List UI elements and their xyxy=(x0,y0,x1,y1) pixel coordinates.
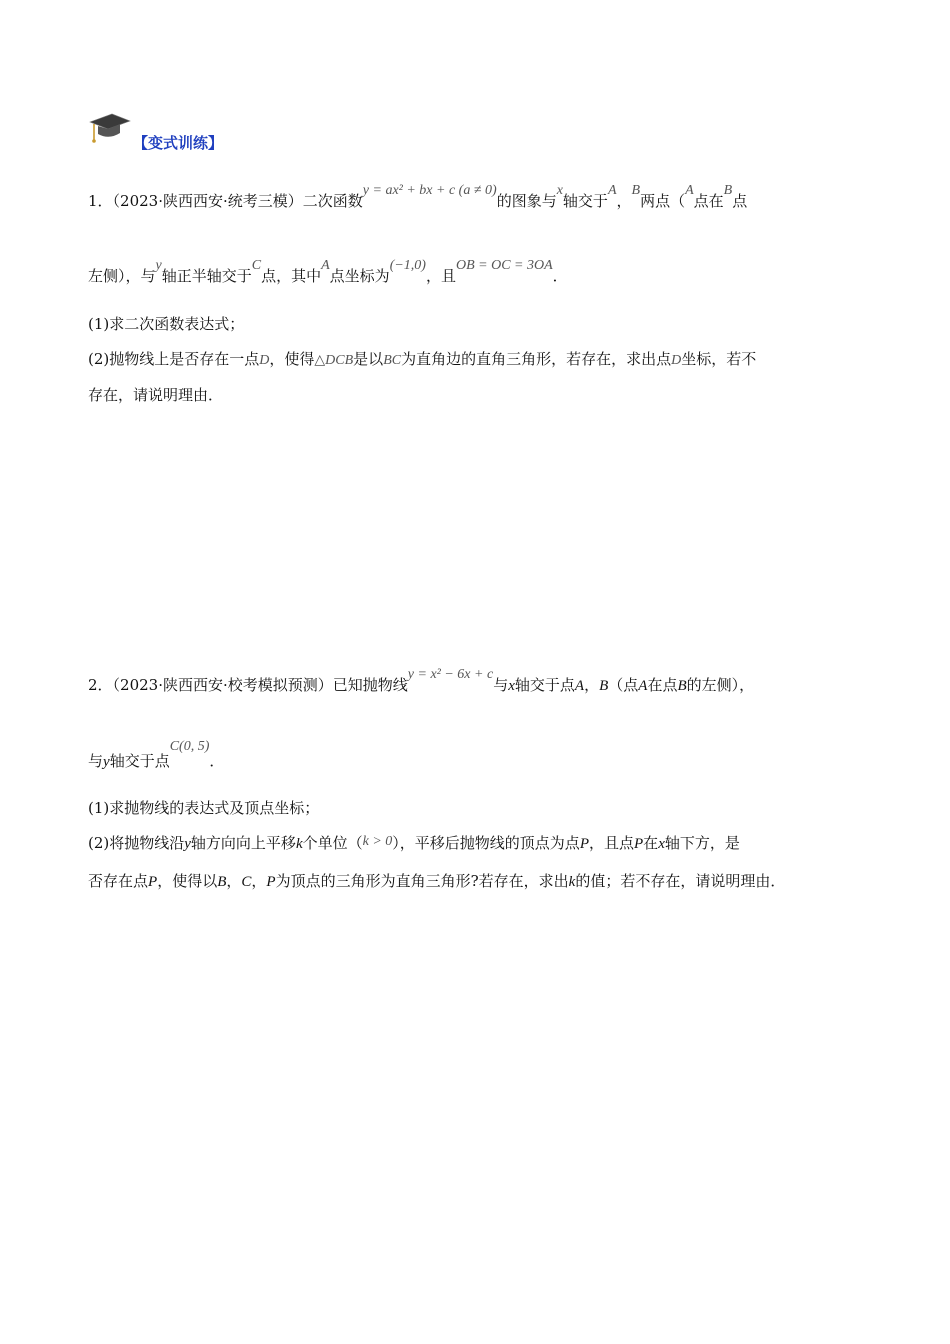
q1-function-formula: y = ax² + bx + c (a ≠ 0) xyxy=(362,183,497,198)
q2-line-1 xyxy=(88,667,755,695)
q2-text: 与 xyxy=(88,752,104,770)
q2-part-2-line-2 xyxy=(88,870,785,891)
q2-point-C: C(0, 5) xyxy=(169,739,210,754)
q2-condition: k > 0 xyxy=(362,834,393,849)
q2-text: （点 xyxy=(608,676,639,694)
q1-var-D: D xyxy=(671,353,682,368)
q1-var-A: A xyxy=(607,183,617,198)
q2-var-P: P xyxy=(579,836,589,852)
q2-text: 否存在点 xyxy=(88,872,149,890)
q2-text: 与 xyxy=(493,676,509,694)
q1-var-y: y xyxy=(155,258,162,273)
q2-text: ， xyxy=(251,872,267,890)
q1-var-x: x xyxy=(556,183,563,198)
q1-text: 点，其中 xyxy=(261,267,322,285)
q1-var-B: B xyxy=(631,183,641,198)
q2-var-A: A xyxy=(638,678,648,694)
q2-var-B: B xyxy=(217,874,227,890)
q2-var-y: y xyxy=(184,836,191,852)
q2-var-k: k xyxy=(295,836,303,852)
q2-part-2-line-1 xyxy=(88,832,740,853)
q1-part-2-line-2: 存在，请说明理由． xyxy=(88,386,224,404)
q1-text: 轴交于 xyxy=(562,192,608,210)
q1-number: 1． xyxy=(88,192,113,210)
q1-segment-BC: BC xyxy=(383,353,402,368)
q1-coordinate: (−1,0) xyxy=(389,258,426,273)
section-title: 【变式训练】 xyxy=(133,134,224,152)
q2-text: ， xyxy=(226,872,242,890)
q2-text: ，且点 xyxy=(588,834,634,852)
q1-var-A: A xyxy=(685,183,694,198)
q2-text: ． xyxy=(209,752,225,770)
q2-text: 个单位（ xyxy=(302,834,363,852)
q2-source: （2023·陕西西安·校考模拟预测） xyxy=(112,676,333,694)
q2-text: ，使得以 xyxy=(157,872,218,890)
graduation-cap-icon xyxy=(88,112,132,146)
q2-text: 的值；若不存在，请说明理由． xyxy=(575,872,786,890)
q1-text: 点坐标为 xyxy=(329,267,390,285)
q2-var-B: B xyxy=(599,678,609,694)
q2-var-P: P xyxy=(148,874,158,890)
q1-text: ，使得 xyxy=(269,350,315,368)
q2-function-formula: y = x² − 6x + c xyxy=(407,667,494,682)
q2-number: 2． xyxy=(88,676,113,694)
q1-triangle: △DCB xyxy=(314,353,354,368)
q1-line-1 xyxy=(88,183,748,211)
q1-text: 两点（ xyxy=(640,192,686,210)
q2-var-P: P xyxy=(634,836,644,852)
q2-text: 为顶点的三角形为直角三角形?若存在，求出 xyxy=(275,872,569,890)
q1-text: ． xyxy=(552,267,568,285)
q1-equation: OB = OC = 3OA xyxy=(455,258,553,273)
q2-text: ），平移后抛物线的顶点为点 xyxy=(392,834,580,852)
q1-text: ， xyxy=(616,192,632,210)
q2-part-1: (1)求抛物线的表达式及顶点坐标； xyxy=(88,799,320,817)
q2-text: 轴交于点 xyxy=(109,752,170,770)
q1-var-A: A xyxy=(321,258,330,273)
q2-var-P: P xyxy=(266,874,276,890)
q1-text: 坐标，若不 xyxy=(681,350,757,368)
q2-var-k: k xyxy=(568,874,576,890)
q2-text: ， xyxy=(584,676,600,694)
q1-text: ，且 xyxy=(425,267,456,285)
q2-var-A: A xyxy=(574,678,585,694)
q1-text: 点 xyxy=(732,192,748,210)
q1-source: （2023·陕西西安·统考三模） xyxy=(112,192,303,210)
q1-text: 左侧），与 xyxy=(88,267,156,285)
q2-var-C: C xyxy=(241,874,252,890)
q1-text: 轴正半轴交于 xyxy=(161,267,252,285)
q1-var-C: C xyxy=(251,258,262,273)
q1-text: 是以 xyxy=(353,350,384,368)
q2-var-B: B xyxy=(677,678,687,694)
q1-var-B: B xyxy=(723,183,733,198)
q2-var-y: y xyxy=(103,754,110,770)
q1-part-2-line-1 xyxy=(88,348,756,369)
q1-text: 的图象与 xyxy=(496,192,557,210)
q1-text: 点在 xyxy=(693,192,724,210)
q1-text: 二次函数 xyxy=(302,192,363,210)
q1-text: 为直角边的直角三角形，若存在，求出点 xyxy=(401,350,672,368)
q2-var-x: x xyxy=(508,678,515,694)
q2-text: 轴方向向上平移 xyxy=(190,834,296,852)
q2-line-2 xyxy=(88,739,225,771)
q1-line-2 xyxy=(88,258,568,286)
q2-text: 在点 xyxy=(647,676,678,694)
q2-text: 轴下方，是 xyxy=(664,834,740,852)
q2-text: 在 xyxy=(643,834,659,852)
q2-text: (2)将抛物线沿 xyxy=(88,834,185,852)
q1-part-1: (1)求二次函数表达式； xyxy=(88,315,245,333)
q1-var-D: D xyxy=(259,353,270,368)
q2-var-x: x xyxy=(658,836,665,852)
q1-text: (2)抛物线上是否存在一点 xyxy=(88,350,260,368)
q2-text: 的左侧）， xyxy=(686,676,755,694)
q2-text: 已知抛物线 xyxy=(332,676,408,694)
q2-text: 轴交于点 xyxy=(514,676,575,694)
